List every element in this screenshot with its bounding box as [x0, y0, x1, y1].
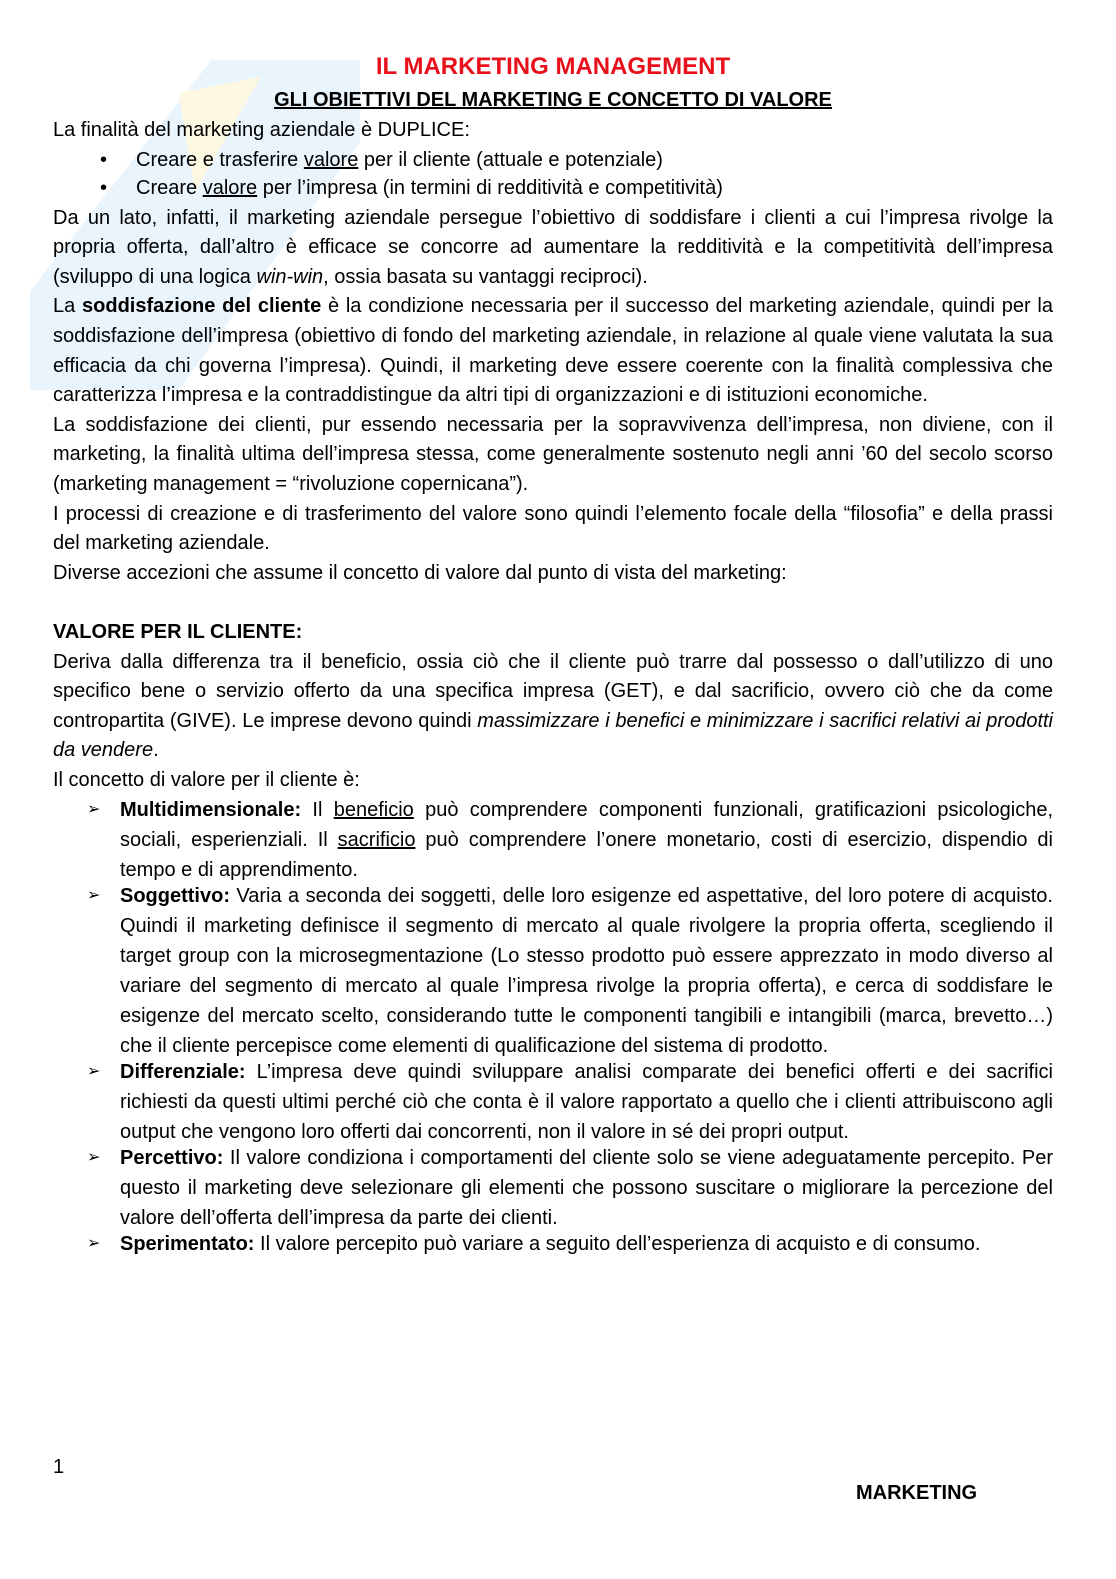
- text: La: [53, 295, 83, 318]
- page-number: 1: [53, 1456, 65, 1478]
- italic-text: win-win: [256, 265, 324, 288]
- intro-text: La finalità del marketing aziendale è DUPLICE:: [53, 119, 470, 141]
- text: per il cliente (attuale e potenziale): [358, 148, 663, 171]
- footer-label: MARKETING: [856, 1482, 978, 1504]
- text: Da un lato, infatti, il marketing aziendale persegue l’obiettivo di soddisfare i clienti a cui l’impresa rivolge la propria offerta, dall’altro è efficace se concorre ad aumentare la redditività e la competitività dell’impresa (sviluppo di una logica: [53, 206, 1053, 288]
- text: Il valore percepito può variare a seguito dell’esperienza di acquisto e di consumo.: [254, 1233, 981, 1256]
- trait-label: Soggettivo:: [120, 885, 230, 908]
- document-title: IL MARKETING MANAGEMENT: [375, 53, 731, 80]
- list-item: [53, 1143, 1053, 1233]
- text: L’impresa deve quindi sviluppare analisi comparate dei benefici offerti e dei sacrifici richiesti da questi ultimi perché ciò che conta è il valore rapportato a quello che i clienti attribuiscono agli output che vengono loro offerti dai concorrenti, non il valore in sé dei propri output.: [120, 1061, 1053, 1144]
- trait-label: Multidimensionale:: [120, 799, 302, 822]
- arrow-bullet-icon: ➢: [87, 887, 101, 905]
- arrow-bullet-icon: ➢: [87, 1235, 101, 1253]
- list-item: [53, 881, 1053, 1061]
- arrow-bullet-icon: ➢: [87, 801, 101, 819]
- list-item: [53, 1057, 1053, 1147]
- document-subtitle: GLI OBIETTIVI DEL MARKETING E CONCETTO DI VALORE: [274, 89, 832, 111]
- paragraph: I processi di creazione e di trasferimento del valore sono quindi l’elemento focale della “filosofia” e della prassi del marketing aziendale.: [53, 502, 1053, 555]
- section-heading: VALORE PER IL CLIENTE:: [53, 620, 303, 643]
- list-item: [53, 174, 1053, 202]
- text: .: [153, 739, 159, 762]
- text: può comprendere l’onere monetario, costi di esercizio, dispendio di tempo e di apprendimento.: [120, 829, 1053, 882]
- paragraph: Il concetto di valore per il cliente è:: [53, 768, 360, 791]
- bold-text: soddisfazione del cliente: [82, 295, 322, 318]
- paragraph: [53, 204, 1053, 293]
- underlined-text: valore: [303, 148, 359, 171]
- goals-list: [53, 146, 1053, 202]
- text: è la condizione necessaria per il successo del marketing aziendale, quindi per la soddisfazione dell’impresa (obiettivo di fondo del marketing aziendale, in relazione al quale viene valutata la sua efficacia da chi governa l’impresa). Quindi, il marketing deve essere coerente con la finalità complessiva che caratterizza l’impresa e la contraddistingue da altri tipi di organizzazioni e di istituzioni economiche.: [53, 295, 1053, 407]
- text: Varia a seconda dei soggetti, delle loro esigenze ed aspettative, del loro potere di acquisto. Quindi il marketing definisce il segmento di mercato al quale rivolgere la propria offerta, scegliendo il target group con la microsegmentazione (Lo stesso prodotto può essere apprezzato in modo diverso al variare del segmento di mercato al quale l’impresa rivolge la propria offerta), e cerca di soddisfare le esigenze del mercato scelto, considerando tutte le componenti tangibili e intangibili (marca, brevetto…) che il cliente percepisce come elementi di qualificazione del sistema di prodotto.: [120, 885, 1053, 1058]
- arrow-bullet-icon: ➢: [87, 1063, 101, 1081]
- text: Creare: [136, 176, 203, 199]
- list-item: [53, 1229, 1053, 1259]
- text: Deriva dalla differenza tra il beneficio, ossia ciò che il cliente può trarre dal possesso o dall’utilizzo di uno specifico bene o servizio offerto da una specifica impresa (GET), e dal sacrificio, ovvero ciò che da come contropartita (GIVE). Le imprese devono quindi: [53, 650, 1053, 732]
- paragraph: [53, 648, 1053, 766]
- trait-label: Sperimentato:: [120, 1233, 255, 1256]
- list-item: [53, 795, 1053, 885]
- underlined-text: valore: [202, 176, 258, 199]
- trait-label: Differenziale:: [120, 1061, 246, 1084]
- text: Il: [301, 799, 334, 822]
- underlined-text: sacrificio: [337, 829, 416, 852]
- paragraph: La soddisfazione dei clienti, pur essendo necessaria per la sopravvivenza dell’impresa, non diviene, con il marketing, la finalità ultima dell’impresa stessa, come generalmente sostenuto negli anni ’60 del secolo scorso (marketing management = “rivoluzione copernicana”).: [53, 413, 1053, 495]
- paragraph: Diverse accezioni che assume il concetto di valore dal punto di vista del marketing:: [53, 561, 787, 584]
- traits-list: [53, 795, 1053, 1259]
- text: per l’impresa (in termini di redditività e competitività): [257, 176, 723, 199]
- paragraph: [53, 292, 1053, 410]
- trait-label: Percettivo:: [120, 1147, 224, 1170]
- text: Creare e trasferire: [136, 148, 304, 171]
- text: , ossia basata su vantaggi reciproci).: [323, 265, 648, 288]
- list-item: [53, 146, 1053, 174]
- text: può comprendere componenti funzionali, gratificazioni psicologiche, sociali, esperienziali. Il: [120, 799, 1053, 852]
- text: Il valore condiziona i comportamenti del cliente solo se viene adeguatamente percepito. Per questo il marketing deve selezionare gli elementi che possono suscitare o migliorare la percezione del valore dell’offerta dell’impresa da parte dei clienti.: [120, 1147, 1053, 1230]
- arrow-bullet-icon: ➢: [87, 1149, 101, 1167]
- underlined-text: beneficio: [333, 799, 414, 822]
- italic-text: massimizzare i benefici e minimizzare i sacrifici relativi ai prodotti da vendere: [53, 709, 1054, 762]
